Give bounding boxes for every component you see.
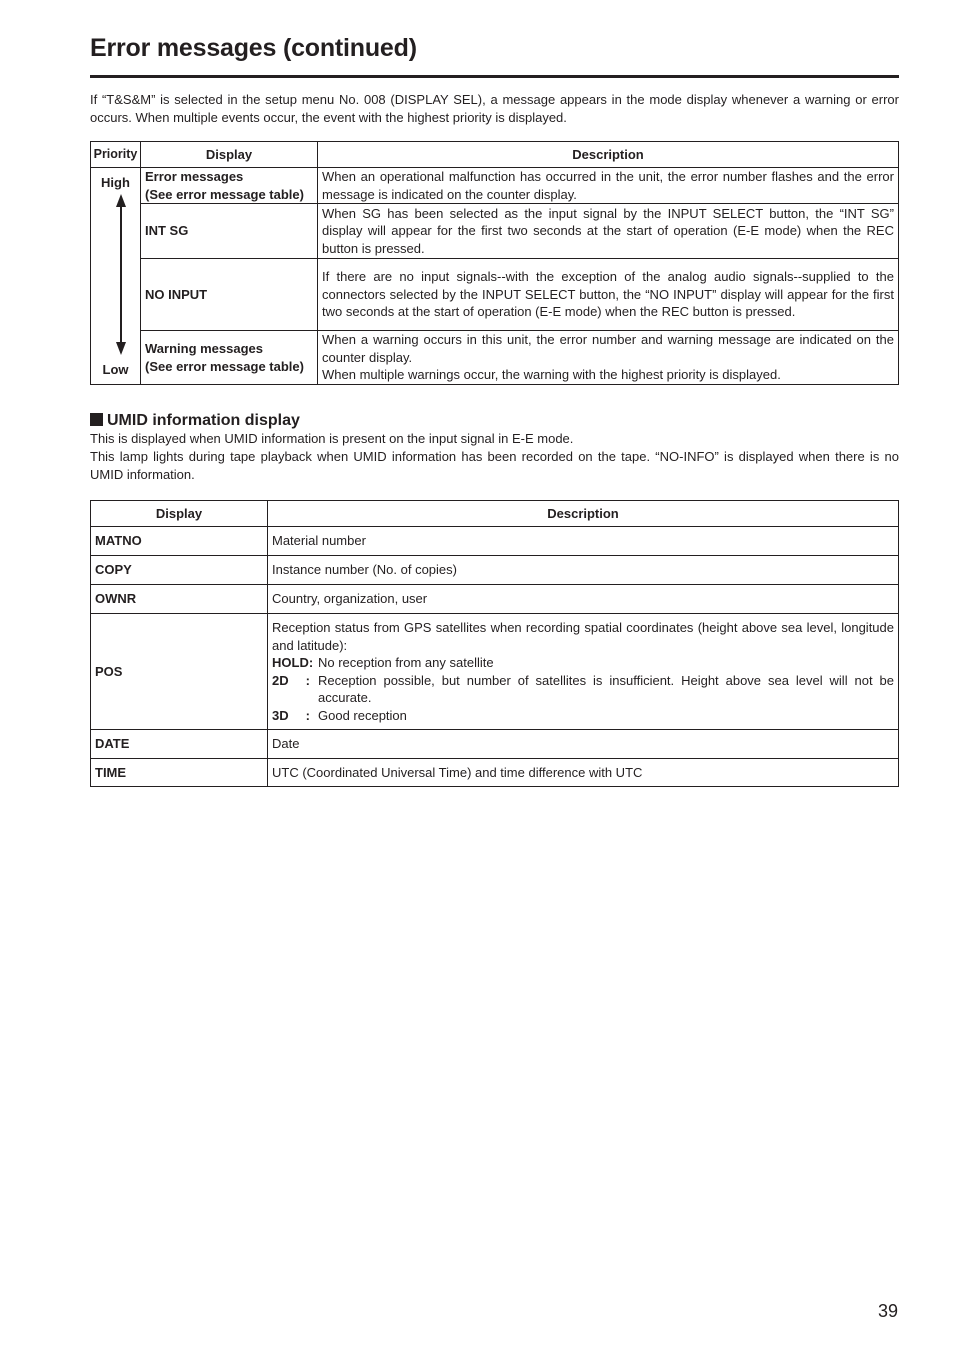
table-row (91, 204, 899, 259)
header-priority: Priority (91, 142, 141, 168)
page-title: Error messages (continued) (90, 34, 417, 62)
umid-table-header (91, 501, 899, 527)
description-cell: Country, organization, user (268, 585, 899, 614)
display-cell: TIME (91, 759, 268, 787)
description-cell: Date (268, 730, 899, 759)
pos-item-key: 3D (272, 707, 289, 723)
priority-table (90, 141, 899, 385)
table-row (91, 759, 899, 787)
umid-body (90, 430, 899, 484)
description-cell: If there are no input signals--with the exception of the analog audio signals--supplied to the connectors selected by the INPUT SELECT button, the “NO INPUT” display will appear for the first two seconds at the start of operation (E-E mode) when the REC button is pressed. (318, 259, 899, 331)
header-display: Display (141, 142, 318, 168)
umid-paragraph: This lamp lights during tape playback when UMID information has been recorded on the tape. “NO-INFO” is displayed when there is no UMID information. (90, 449, 899, 482)
pos-item-value: Good reception (318, 707, 407, 723)
priority-low-label: Low (102, 361, 129, 377)
pos-item-key: 2D (272, 672, 289, 688)
display-cell (141, 204, 318, 259)
pos-item-value: Reception possible, but number of satellites is insufficient. Height above sea level will not be accurate. (318, 672, 894, 705)
table-row (91, 614, 899, 730)
description-cell (318, 331, 899, 385)
display-note: (See error message table) (145, 358, 304, 374)
display-cell: POS (91, 614, 268, 730)
priority-arrow-line (120, 204, 122, 346)
display-cell (141, 168, 318, 204)
display-note: (See error message table) (145, 186, 304, 202)
display-cell: MATNO (91, 527, 268, 556)
colon: : (308, 655, 314, 670)
description-cell: UTC (Coordinated Universal Time) and time difference with UTC (268, 759, 899, 787)
priority-table-header (91, 142, 899, 168)
priority-scale (91, 168, 141, 385)
title-rule (90, 75, 899, 78)
umid-heading (90, 412, 300, 430)
description-cell: Material number (268, 527, 899, 556)
pos-item (272, 672, 894, 707)
header-display: Display (91, 501, 268, 527)
pos-item-value: No reception from any satellite (318, 655, 494, 670)
description-text: When a warning occurs in this unit, the error number and warning message are indicated on the counter display. (322, 332, 894, 365)
display-name: INT SG (145, 223, 189, 239)
description-text: When multiple warnings occur, the warning with the highest priority is displayed. (322, 367, 781, 383)
colon: : (305, 707, 310, 723)
pos-item (272, 707, 894, 725)
description-cell (268, 614, 899, 730)
arrow-down-icon (116, 342, 126, 355)
table-row (91, 585, 899, 614)
umid-table (90, 500, 899, 787)
description-cell: Instance number (No. of copies) (268, 556, 899, 585)
description-cell: When SG has been selected as the input signal by the INPUT SELECT button, the “INT SG” display will appear for the first two seconds at the start of operation (E-E mode) when the REC button is pressed. (318, 204, 899, 259)
table-row (91, 331, 899, 385)
display-name: Error messages (145, 169, 244, 184)
description-text: Reception status from GPS satellites when recording spatial coordinates (height above sea level, longitude and latitude): (272, 620, 894, 653)
description-cell: When an operational malfunction has occurred in the unit, the error number flashes and the error message is indicated on the counter display. (318, 168, 899, 204)
header-description: Description (268, 501, 899, 527)
page-number: 39 (878, 1301, 899, 1321)
umid-heading-text: UMID information display (107, 412, 300, 429)
pos-item (272, 654, 894, 672)
table-row (91, 527, 899, 556)
display-cell: DATE (91, 730, 268, 759)
table-row (91, 259, 899, 331)
table-row (91, 168, 899, 204)
table-row (91, 730, 899, 759)
table-row (91, 556, 899, 585)
header-description: Description (318, 142, 899, 168)
intro-paragraph: If “T&S&M” is selected in the setup menu No. 008 (DISPLAY SEL), a message appears in the mode display whenever a warning or error occurs. When multiple events occur, the event with the highest priority is displayed. (90, 92, 899, 125)
pos-item-key: HOLD (272, 655, 309, 670)
display-cell (141, 259, 318, 331)
square-bullet-icon (90, 413, 103, 426)
priority-high-label: High (101, 175, 130, 190)
display-cell: COPY (91, 556, 268, 585)
colon: : (305, 672, 310, 688)
display-name: NO INPUT (145, 286, 208, 302)
umid-paragraph: This is displayed when UMID information is present on the input signal in E-E mode. (90, 431, 574, 446)
display-cell: OWNR (91, 585, 268, 614)
display-cell (141, 331, 318, 385)
display-name: Warning messages (145, 341, 264, 356)
